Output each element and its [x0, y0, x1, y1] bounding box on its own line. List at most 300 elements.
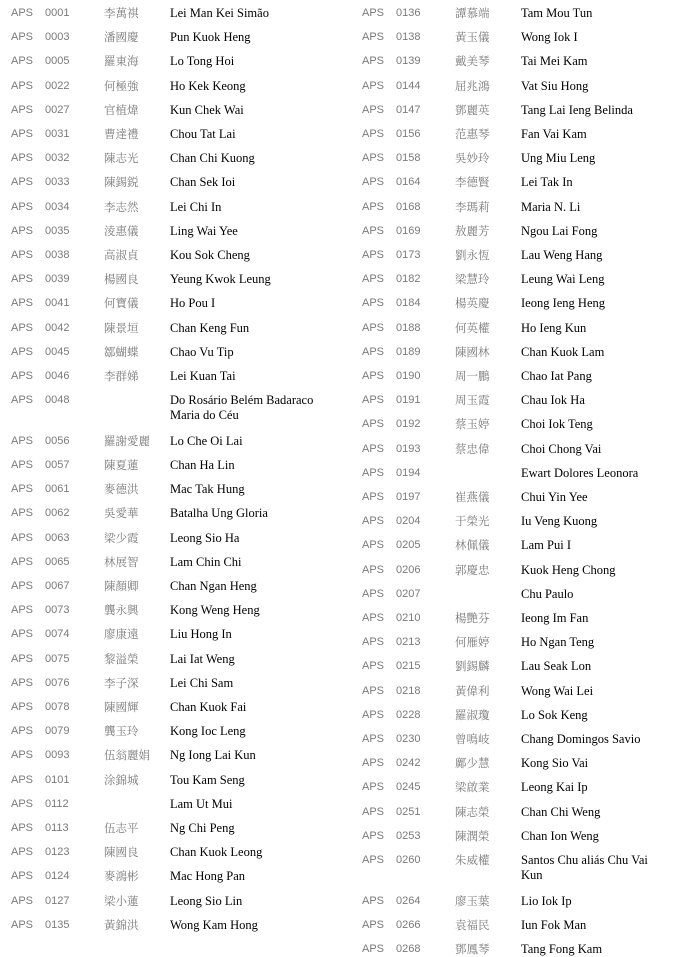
entry-code: APS: [11, 531, 34, 544]
entry-cn: 伍志平: [104, 820, 139, 835]
entry-pt: Ngou Lai Fong: [521, 223, 598, 238]
entry-num: 0192: [396, 418, 421, 431]
entry-pt: Kong Sio Vai: [521, 756, 589, 771]
entry-num: 0193: [396, 442, 421, 455]
entry-pt: Tang Lai Ieng Belinda: [521, 102, 633, 117]
entry-pt: Maria N. Li: [521, 199, 581, 214]
entry-code: APS: [362, 152, 385, 165]
entry-pt: Lai Iat Weng: [170, 651, 235, 666]
entry-pt: Lam Pui I: [521, 538, 571, 553]
entry-num: 0123: [45, 846, 70, 859]
entry-code: APS: [11, 7, 34, 19]
entry-code: APS: [11, 749, 34, 762]
entry-code: APS: [362, 200, 385, 213]
entry-cn: 何寶儀: [104, 296, 139, 311]
entry-num: 0074: [45, 628, 70, 641]
entry-num: 0164: [396, 176, 421, 189]
entry-cn: 屈兆鴻: [455, 78, 490, 93]
entry-code: APS: [11, 725, 34, 738]
entry-num: 0045: [45, 345, 70, 358]
entry-code: APS: [362, 394, 385, 407]
entry-num: 0147: [396, 103, 421, 116]
entry-pt: Lam Ut Mui: [170, 796, 233, 811]
entry-code: APS: [11, 176, 34, 189]
entry-pt: Ung Miu Leng: [521, 151, 596, 166]
entry-code: APS: [11, 79, 34, 92]
entry-num: 0182: [396, 273, 421, 286]
entry-code: APS: [11, 507, 34, 520]
entry-cn: 龔玉玲: [104, 724, 139, 739]
entry-pt: Chan Ha Lin: [170, 457, 235, 472]
entry-pt: Yeung Kwok Leung: [170, 272, 271, 287]
entry-pt: Ng Chi Peng: [170, 820, 235, 835]
entry-num: 0079: [45, 725, 70, 738]
entry-pt: Lam Chin Chi: [170, 554, 242, 569]
entry-cn: 羅謝愛麗: [104, 433, 150, 448]
entry-code: APS: [11, 370, 34, 382]
entry-code: APS: [362, 442, 385, 455]
entry-cn: 羅淑瓊: [455, 707, 490, 722]
entry-cn: 蔡忠偉: [455, 441, 490, 456]
entry-code: APS: [362, 660, 385, 673]
entry-pt: Ewart Dolores Leonora: [521, 465, 639, 480]
entry-pt: Tang Fong Kam: [521, 941, 603, 956]
entry-cn: 周玉霞: [455, 393, 490, 408]
entry-num: 0264: [396, 894, 421, 907]
entry-pt: Do Rosário Belém Badaraco Maria do Céu: [170, 393, 314, 423]
entry-cn: 廖康遠: [104, 627, 139, 642]
entry-pt: Leung Wai Leng: [521, 272, 605, 287]
entry-cn: 陳顏卿: [104, 578, 139, 593]
entry-num: 0035: [45, 224, 70, 237]
entry-pt: Liu Hong In: [170, 627, 232, 642]
entry-pt: Ho Kek Keong: [170, 78, 246, 93]
entry-num: 0136: [396, 7, 421, 19]
entry-code: APS: [362, 103, 385, 116]
entry-code: APS: [362, 273, 385, 286]
entry-cn: 吳愛華: [104, 506, 139, 521]
entry-code: APS: [11, 483, 34, 496]
entry-pt: Lei Man Kei Simão: [170, 6, 269, 20]
entry-num: 0266: [396, 918, 421, 931]
entry-num: 0158: [396, 152, 421, 165]
entry-cn: 陳國林: [455, 344, 490, 359]
entry-code: APS: [11, 846, 34, 859]
entry-num: 0124: [45, 870, 70, 883]
entry-pt: Kun Chek Wai: [170, 102, 244, 117]
entry-code: APS: [11, 200, 34, 213]
entry-num: 0210: [396, 612, 421, 624]
entry-num: 0127: [45, 894, 70, 907]
entry-code: APS: [362, 321, 385, 334]
entry-pt: Ho Pou I: [170, 296, 216, 311]
entry-pt: Wong Wai Lei: [521, 683, 594, 698]
entry-num: 0001: [45, 7, 70, 19]
entry-cn: 劉錫麟: [455, 659, 490, 674]
entry-pt: Chan Kuok Fai: [170, 699, 247, 714]
entry-code: APS: [11, 821, 34, 834]
entry-code: APS: [362, 466, 385, 479]
entry-code: APS: [362, 942, 385, 955]
entry-code: APS: [362, 370, 385, 382]
entry-code: APS: [362, 781, 385, 794]
entry-code: APS: [11, 579, 34, 592]
entry-num: 0038: [45, 249, 70, 261]
entry-pt: Lei Kuan Tai: [170, 369, 236, 383]
entry-cn: 鄧鳳琴: [455, 941, 490, 956]
entry-code: APS: [362, 708, 385, 721]
entry-cn: 鄒蝴蝶: [104, 344, 139, 359]
entry-cn: 李子深: [104, 675, 139, 690]
entry-code: APS: [11, 103, 34, 116]
entry-cn: 陳錫鋭: [104, 175, 139, 190]
entry-pt: Iun Fok Man: [521, 917, 587, 932]
entry-code: APS: [362, 176, 385, 189]
entry-num: 0113: [45, 821, 69, 834]
entry-code: APS: [362, 7, 385, 19]
entry-num: 0218: [396, 684, 421, 697]
entry-cn: 李群娣: [104, 369, 139, 383]
entry-cn: 潘國慶: [104, 30, 139, 45]
entry-pt: Chan Chi Weng: [521, 804, 601, 819]
entry-cn: 黃錦洪: [104, 917, 139, 932]
entry-pt: Lei Chi In: [170, 199, 222, 214]
entry-cn: 林展智: [104, 554, 139, 569]
entry-cn: 戴美琴: [455, 54, 490, 69]
entry-pt: Chan Kuok Lam: [521, 344, 605, 359]
entry-code: APS: [362, 55, 385, 68]
entry-num: 0032: [45, 152, 70, 165]
entry-cn: 朱威權: [455, 853, 490, 867]
entry-code: APS: [362, 345, 385, 358]
entry-cn: 陳志榮: [455, 804, 490, 819]
entry-num: 0144: [396, 79, 421, 92]
entry-code: APS: [362, 805, 385, 818]
entry-cn: 高淑貞: [104, 248, 139, 262]
entry-cn: 譚慕端: [455, 6, 490, 20]
entry-code: APS: [362, 563, 385, 576]
entry-num: 0184: [396, 297, 421, 310]
entry-code: APS: [11, 345, 34, 358]
entry-num: 0073: [45, 604, 70, 617]
entry-cn: 李萬祺: [104, 6, 139, 20]
entry-code: APS: [11, 918, 34, 931]
entry-cn: 何極強: [104, 78, 139, 93]
entry-code: APS: [11, 152, 34, 165]
entry-num: 0067: [45, 579, 70, 592]
entry-cn: 林佩儀: [455, 538, 490, 553]
entry-num: 0242: [396, 757, 421, 770]
entry-pt: Lo Tong Hoi: [170, 54, 235, 69]
entry-pt: Ho Ngan Teng: [521, 635, 595, 650]
entry-code: APS: [11, 458, 34, 471]
entry-cn: 曾鳴岐: [455, 732, 490, 746]
entry-cn: 黃玉儀: [455, 30, 490, 45]
entry-pt: Kong Weng Heng: [170, 603, 260, 618]
entry-pt: Mac Hong Pan: [170, 869, 245, 884]
entry-num: 0101: [45, 773, 70, 786]
entry-code: APS: [11, 31, 34, 44]
entry-cn: 麥德洪: [104, 482, 139, 497]
entry-num: 0022: [45, 79, 70, 92]
entry-cn: 鄧麗英: [455, 102, 490, 117]
entry-cn: 淩惠儀: [104, 223, 139, 238]
entry-cn: 梁慧玲: [455, 272, 490, 287]
entry-cn: 袁福民: [455, 917, 490, 932]
entry-pt: Fan Vai Kam: [521, 127, 587, 141]
entry-code: APS: [11, 773, 34, 786]
entry-cn: 梁啟業: [455, 780, 490, 795]
entry-code: APS: [362, 297, 385, 310]
entry-num: 0048: [45, 394, 70, 407]
entry-cn: 曹達禮: [104, 127, 139, 141]
entry-code: APS: [11, 700, 34, 713]
entry-pt: Ieong Im Fan: [521, 611, 589, 625]
entry-code: APS: [11, 434, 34, 447]
entry-cn: 李瑪莉: [455, 199, 490, 214]
entry-code: APS: [362, 128, 385, 140]
entry-pt: Wong Iok I: [521, 30, 578, 45]
entry-pt: Tai Mei Kam: [521, 54, 588, 69]
entry-num: 0093: [45, 749, 70, 762]
entry-code: APS: [11, 273, 34, 286]
entry-num: 0207: [396, 587, 421, 600]
entry-num: 0057: [45, 458, 70, 471]
entry-num: 0156: [396, 128, 421, 140]
entry-pt: Ho Ieng Kun: [521, 320, 587, 335]
entry-cn: 陳景垣: [104, 320, 139, 335]
entry-pt: Chao Vu Tip: [170, 344, 234, 359]
entry-num: 0205: [396, 539, 421, 552]
entry-cn: 羅東海: [104, 54, 139, 69]
entry-num: 0027: [45, 103, 70, 116]
entry-code: APS: [362, 894, 385, 907]
entry-cn: 吳妙玲: [455, 151, 490, 166]
entry-code: APS: [11, 628, 34, 641]
entry-code: APS: [11, 55, 34, 68]
entry-code: APS: [362, 684, 385, 697]
entry-cn: 何雁婷: [455, 635, 490, 650]
entry-code: APS: [11, 297, 34, 310]
entry-num: 0213: [396, 636, 421, 649]
entry-pt: Batalha Ung Gloria: [170, 506, 268, 521]
entry-pt: Kou Sok Cheng: [170, 248, 250, 262]
entry-cn: 何英權: [455, 320, 490, 335]
entry-cn: 崔燕儀: [455, 490, 490, 504]
entry-cn: 郭慶忠: [455, 562, 490, 577]
entry-num: 0042: [45, 321, 70, 334]
entry-num: 0112: [45, 797, 69, 810]
entry-pt: Lo Sok Keng: [521, 707, 588, 722]
entry-pt: Ng Iong Lai Kun: [170, 748, 256, 763]
entry-code: APS: [362, 829, 385, 842]
entry-pt: Lau Weng Hang: [521, 248, 603, 262]
entry-pt: Chan Ngan Heng: [170, 578, 257, 593]
entry-cn: 黎溢榮: [104, 651, 139, 666]
entry-num: 0215: [396, 660, 421, 673]
entry-pt: Chao Iat Pang: [521, 369, 592, 383]
entry-cn: 劉永恆: [455, 248, 490, 262]
entry-cn: 周一鵬: [455, 369, 490, 383]
entry-code: APS: [362, 31, 385, 44]
entry-code: APS: [362, 918, 385, 931]
entry-num: 0189: [396, 345, 421, 358]
entry-cn: 黃偉利: [455, 683, 490, 698]
entry-num: 0206: [396, 563, 421, 576]
entry-cn: 蔡玉婷: [455, 417, 490, 432]
entry-num: 0230: [396, 733, 421, 745]
entry-code: APS: [11, 321, 34, 334]
entry-cn: 龔永興: [104, 603, 139, 618]
entry-pt: Choi Iok Teng: [521, 417, 593, 432]
entry-cn: 廖玉葉: [455, 893, 490, 908]
entry-pt: Chan Keng Fun: [170, 320, 250, 335]
entry-pt: Chui Yin Yee: [521, 490, 588, 504]
entry-num: 0190: [396, 370, 421, 382]
entry-pt: Lo Che Oi Lai: [170, 433, 243, 448]
entry-cn: 陳國良: [104, 845, 139, 860]
entry-cn: 鄺少慧: [455, 756, 490, 771]
entry-cn: 楊國良: [104, 272, 139, 287]
entry-num: 0188: [396, 321, 421, 334]
entry-pt: Chou Tat Lai: [170, 127, 236, 141]
entry-num: 0056: [45, 434, 70, 447]
entry-cn: 敖麗芳: [455, 223, 490, 238]
entry-code: APS: [11, 870, 34, 883]
entry-code: APS: [11, 128, 34, 140]
entry-num: 0061: [45, 483, 70, 496]
entry-num: 0194: [396, 466, 421, 479]
entry-pt: Vat Siu Hong: [521, 78, 589, 93]
entry-num: 0063: [45, 531, 70, 544]
entry-num: 0076: [45, 676, 70, 689]
entry-pt: Wong Kam Hong: [170, 917, 258, 932]
entry-pt: Chan Sek Ioi: [170, 175, 236, 190]
entry-num: 0138: [396, 31, 421, 44]
entry-num: 0197: [396, 491, 421, 503]
entry-cn: 李德賢: [455, 175, 490, 190]
entry-num: 0204: [396, 515, 421, 528]
entry-pt: Kong Ioc Leng: [170, 724, 246, 739]
entry-num: 0033: [45, 176, 70, 189]
entry-pt: Pun Kuok Heng: [170, 30, 251, 45]
entry-cn: 梁小蓮: [104, 893, 139, 908]
entry-num: 0268: [396, 942, 421, 955]
entry-num: 0065: [45, 555, 70, 568]
entry-pt: Chan Chi Kuong: [170, 151, 255, 166]
entry-pt: Lau Seak Lon: [521, 659, 592, 674]
entry-code: APS: [11, 652, 34, 665]
entry-code: APS: [362, 418, 385, 431]
entry-pt: Leong Sio Lin: [170, 893, 243, 908]
entry-pt: Ling Wai Yee: [170, 223, 238, 238]
entry-cn: 楊英慶: [455, 296, 490, 311]
entry-code: APS: [11, 394, 34, 407]
entry-cn: 陳夏蓮: [104, 457, 139, 472]
entry-cn: 楊艷芬: [455, 611, 490, 625]
entry-num: 0005: [45, 55, 70, 68]
entry-code: APS: [11, 604, 34, 617]
entry-cn: 李志然: [104, 199, 139, 214]
entry-num: 0173: [396, 249, 421, 261]
entry-pt: Lei Tak In: [521, 175, 573, 190]
entry-num: 0245: [396, 781, 421, 794]
entry-pt: Iu Veng Kuong: [521, 514, 598, 529]
entry-code: APS: [362, 733, 385, 745]
entry-pt: Lio Iok Ip: [521, 893, 572, 908]
entry-code: APS: [11, 224, 34, 237]
entry-cn: 官植煒: [104, 102, 139, 117]
entry-code: APS: [11, 249, 34, 261]
entry-pt: Tou Kam Seng: [170, 772, 245, 787]
entry-pt: Leong Kai Ip: [521, 780, 588, 795]
entry-code: APS: [11, 555, 34, 568]
entry-code: APS: [362, 224, 385, 237]
entry-num: 0139: [396, 55, 421, 68]
entry-pt: Choi Chong Vai: [521, 441, 602, 456]
entry-num: 0046: [45, 370, 70, 382]
entry-code: APS: [11, 894, 34, 907]
entry-cn: 涂錦城: [104, 772, 139, 787]
entry-pt: Lei Chi Sam: [170, 675, 234, 690]
entry-num: 0039: [45, 273, 70, 286]
entry-num: 0041: [45, 297, 70, 310]
entry-num: 0135: [45, 918, 70, 931]
entry-num: 0253: [396, 829, 421, 842]
entry-code: APS: [362, 515, 385, 528]
entry-pt: Kuok Heng Chong: [521, 562, 616, 577]
entry-pt: Tam Mou Tun: [521, 6, 593, 20]
entry-code: APS: [362, 854, 385, 866]
entry-code: APS: [11, 797, 34, 810]
entry-num: 0078: [45, 700, 70, 713]
entry-num: 0062: [45, 507, 70, 520]
entry-num: 0251: [396, 805, 421, 818]
entry-cn: 麥鴻彬: [104, 869, 139, 884]
entry-code: APS: [362, 612, 385, 624]
entry-pt: Santos Chu aliás Chu Vai Kun: [521, 853, 648, 882]
entry-pt: Chang Domingos Savio: [521, 732, 641, 746]
entry-num: 0034: [45, 200, 70, 213]
entry-cn: 陳志光: [104, 151, 139, 166]
entry-num: 0003: [45, 31, 70, 44]
entry-code: APS: [362, 79, 385, 92]
entry-pt: Chan Ion Weng: [521, 828, 599, 843]
entry-code: APS: [362, 757, 385, 770]
entry-code: APS: [362, 249, 385, 261]
entry-code: APS: [362, 587, 385, 600]
entry-code: APS: [362, 491, 385, 503]
entry-pt: Mac Tak Hung: [170, 482, 245, 497]
entry-cn: 于榮光: [455, 514, 490, 529]
entry-pt: Ieong Ieng Heng: [521, 296, 605, 311]
entry-num: 0168: [396, 200, 421, 213]
entry-code: APS: [362, 539, 385, 552]
entry-pt: Chu Paulo: [521, 586, 574, 601]
entry-num: 0031: [45, 128, 70, 140]
entry-num: 0228: [396, 708, 421, 721]
entry-code: APS: [11, 676, 34, 689]
entry-cn: 伍翁麗娟: [104, 748, 150, 763]
entry-num: 0169: [396, 224, 421, 237]
entry-cn: 范惠琴: [455, 127, 490, 141]
entry-pt: Chan Kuok Leong: [170, 845, 263, 860]
entry-num: 0075: [45, 652, 70, 665]
entry-pt: Chau Iok Ha: [521, 393, 585, 408]
entry-cn: 梁少霞: [104, 530, 139, 545]
entry-code: APS: [362, 636, 385, 649]
entry-num: 0191: [396, 394, 421, 407]
